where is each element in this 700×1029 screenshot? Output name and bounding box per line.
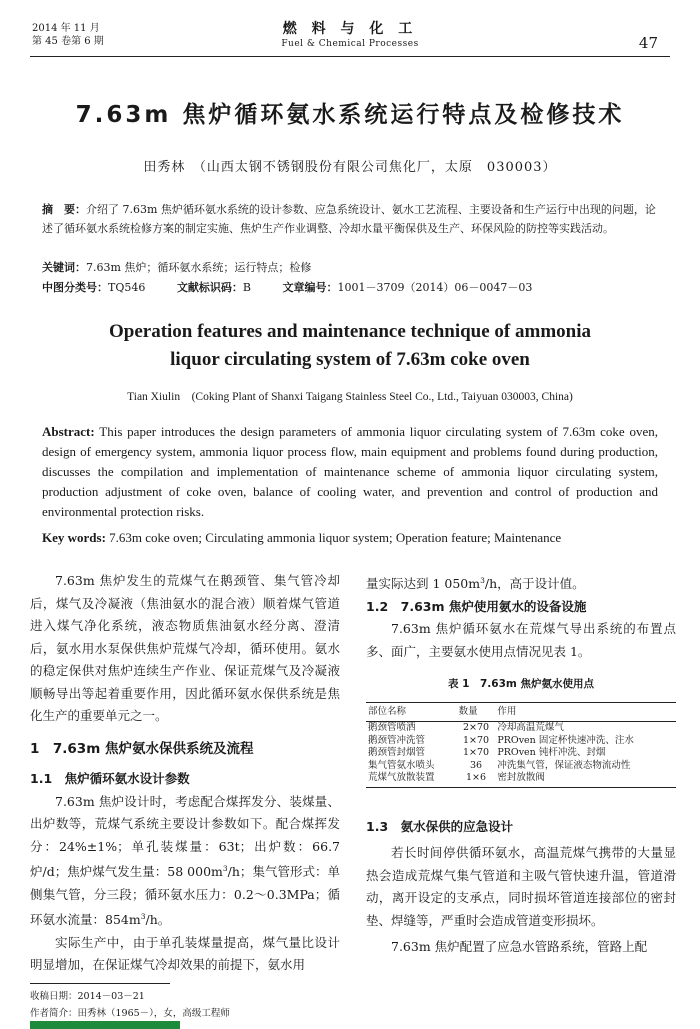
table-cell: PROven 固定杯快速冲洗、注水 bbox=[497, 734, 634, 746]
abstract-cn-label: 摘 要： bbox=[42, 203, 86, 216]
doc-code-label: 文献标识码： bbox=[176, 281, 243, 294]
body-right-column bbox=[366, 570, 676, 959]
continued-paragraph bbox=[366, 570, 676, 596]
section-1-3-paragraph-2: 7.63m 焦炉配置了应急水管路系统，管路上配 bbox=[391, 939, 648, 955]
body-left-column bbox=[30, 570, 340, 977]
footnote-divider bbox=[30, 983, 170, 984]
section-1-1-text-b: /h；集气管形式：单侧集气管，分三段；循环氨水压力：0.2～0.3MPa；循环氨水流量：854m bbox=[30, 864, 340, 928]
table-cell: 鹅颈管封烟管 bbox=[368, 747, 426, 759]
keywords-en-label: Key words: bbox=[42, 530, 106, 545]
keywords-cn-label: 关键词： bbox=[42, 261, 86, 274]
journal-title bbox=[0, 18, 700, 49]
table-cell: 冲洗集气管，保证液态物流动性 bbox=[497, 759, 631, 771]
table-cell: 2×70 bbox=[462, 722, 490, 734]
continued-text-a: 量实际达到 1 050m bbox=[366, 576, 481, 592]
section-1-1-heading: 1.1 焦炉循环氨水设计参数 bbox=[30, 771, 190, 786]
abstract-en-label: Abstract: bbox=[42, 424, 95, 439]
table-cell: 1×6 bbox=[457, 772, 496, 787]
section-1-2-paragraph: 7.63m 焦炉循环氨水在荒煤气导出系统的布置点多、面广，主要氨水使用点情况见表 1。 bbox=[366, 621, 676, 659]
section-1-heading: 1 7.63m 焦炉氨水保供系统及流程 bbox=[30, 740, 254, 757]
keywords-en-text: 7.63m coke oven; Circulating ammonia liquor system; Operation feature; Maintenance bbox=[105, 530, 562, 545]
paper-title-en-line1: Operation features and maintenance technique of ammonia bbox=[108, 321, 592, 342]
table-cell: 1×70 bbox=[462, 747, 490, 759]
table-cell: 鹅颈管冲洗管 bbox=[368, 734, 426, 746]
paper-title-cn: 7.63m 焦炉循环氨水系统运行特点及检修技术 bbox=[75, 102, 625, 128]
page-number: 47 bbox=[638, 34, 658, 52]
keywords-en bbox=[42, 528, 658, 547]
keywords-cn-text: 7.63m 焦炉；循环氨水系统；运行特点；检修 bbox=[86, 261, 312, 274]
section-1-1-paragraph-2: 实际生产中，由于单孔装煤量提高，煤气量比设计明显增加，在保证煤气冷却效果的前提下，氨水用 bbox=[30, 934, 340, 973]
table-1 bbox=[366, 702, 676, 788]
journal-name-en: Fuel & Chemical Processes bbox=[281, 39, 419, 49]
issue-volume: 第 45 卷第 6 期 bbox=[32, 36, 104, 47]
table-header-function: 作用 bbox=[495, 702, 676, 722]
received-date: 收稿日期：2014－03－21 bbox=[30, 991, 145, 1002]
table-row bbox=[366, 760, 676, 773]
table-row bbox=[366, 735, 676, 748]
table-1-caption: 表 1 7.63m 焦炉氨水使用点 bbox=[448, 678, 594, 691]
table-row bbox=[366, 747, 676, 760]
author-affiliation-en: Tian Xiulin (Coking Plant of Shanxi Taigang Stainless Steel Co., Ltd., Taiyuan 030003, China) bbox=[127, 391, 573, 403]
classification-line bbox=[42, 278, 658, 297]
table-cell: 集气管氨水喷头 bbox=[368, 759, 435, 771]
abstract-cn bbox=[42, 200, 658, 238]
article-number-label: 文章编号： bbox=[282, 281, 338, 294]
cubic-superscript: 3 bbox=[480, 576, 485, 585]
table-header-location: 部位名称 bbox=[366, 702, 457, 722]
table-cell: 36 bbox=[469, 759, 483, 771]
table-row bbox=[366, 772, 676, 787]
clc-value: TQ546 bbox=[108, 281, 146, 294]
table-cell: 鹅颈管喷洒 bbox=[368, 722, 416, 734]
abstract-en-text: This paper introduces the design parameters of ammonia liquor circulating system of 7.63m coke oven, design of emergency system, ammonia liquor process flow, main equipment and problems found during production, discusses the compilation and implementation of maintenance scheme of ammonia liquor circulating system, production adjustment of coke oven, balance of cooling water, and prevention and control of production and environmental protection risks. bbox=[42, 424, 658, 519]
accent-bar bbox=[30, 1021, 180, 1029]
journal-name-cn: 燃 料 与 化 工 bbox=[282, 21, 418, 37]
article-number-value: 1001－3709（2014）06－0047－03 bbox=[337, 281, 533, 294]
section-1-1-text-a: 7.63m 焦炉设计时，考虑配合煤挥发分、装煤量、出炉数等，荒煤气系统主要设计参数如下。配合煤挥发分：24%±1%；单孔装煤量：63t；出炉数：66.7 炉/d；焦炉煤气发生量：58 000m bbox=[30, 793, 340, 880]
section-1-3-paragraph: 若长时间停供循环氨水，高温荒煤气携带的大量显热会造成荒煤气集气管道和主吸气管快速升温，管道滑动，离开设定的支承点，同时损坏管道连接部位的密封垫、焊缝等，严重时会造成管道变形损坏。 bbox=[366, 845, 676, 928]
paper-title-en bbox=[0, 318, 700, 374]
author-bio: 作者简介：田秀林（1965－），女，高级工程师 bbox=[30, 1008, 230, 1019]
table-cell: 荒煤气放散装置 bbox=[366, 772, 457, 787]
continued-text-b: /h，高于设计值。 bbox=[484, 576, 585, 592]
table-cell: 1×70 bbox=[462, 734, 490, 746]
cubic-superscript: 3 bbox=[140, 912, 146, 922]
table-cell: 密封放散阀 bbox=[495, 772, 676, 787]
author-affiliation-cn: 田秀林 （山西太钢不锈钢股份有限公司焦化厂，太原 030003） bbox=[143, 160, 557, 175]
header-divider bbox=[30, 56, 670, 57]
cubic-superscript: 3 bbox=[222, 864, 228, 873]
section-1-2-heading: 1.2 7.63m 焦炉使用氨水的设备设施 bbox=[366, 598, 587, 614]
table-cell: PROven 钝杆冲洗、封烟 bbox=[497, 747, 606, 759]
paper-title-en-line2: liquor circulating system of 7.63m coke oven bbox=[170, 349, 530, 370]
keywords-cn bbox=[42, 258, 658, 277]
abstract-cn-text: 介绍了 7.63m 焦炉循环氨水系统的设计参数、应急系统设计、氨水工艺流程、主要设备和生产运行中出现的问题，论述了循环氨水系统检修方案的制定实施、焦炉生产作业调整、冷却水量平衡保供及生产、环保风险的防控等实践活动。 bbox=[42, 203, 656, 235]
table-row bbox=[366, 722, 676, 735]
intro-paragraph: 7.63m 焦炉发生的荒煤气在鹅颈管、集气管冷却后，煤气及冷凝液（焦油氨水的混合液）顺着煤气管道进入煤气净化系统，液态物质焦油氨水经分离、澄清后，氨水用水泵保供焦炉荒煤气冷却，循环使用。氨水的稳定保供对焦炉连续生产作业、保证荒煤气及冷凝液顺畅导出等起着重要作用，因此循环氨水保供系统是焦化生产的重要单元之一。 bbox=[30, 573, 340, 723]
section-1-1-paragraph bbox=[30, 791, 340, 932]
abstract-en bbox=[42, 422, 658, 522]
table-cell: 冷却高温荒煤气 bbox=[497, 722, 564, 734]
clc-label: 中图分类号： bbox=[42, 281, 108, 294]
issue-date: 2014 年 11 月 bbox=[32, 23, 100, 34]
table-header-row bbox=[366, 702, 676, 722]
section-1-3-heading: 1.3 氨水保供的应急设计 bbox=[366, 818, 514, 834]
table-header-quantity: 数量 bbox=[457, 702, 496, 722]
section-1-1-text-c: /h。 bbox=[145, 912, 171, 928]
doc-code-value: B bbox=[242, 281, 251, 294]
